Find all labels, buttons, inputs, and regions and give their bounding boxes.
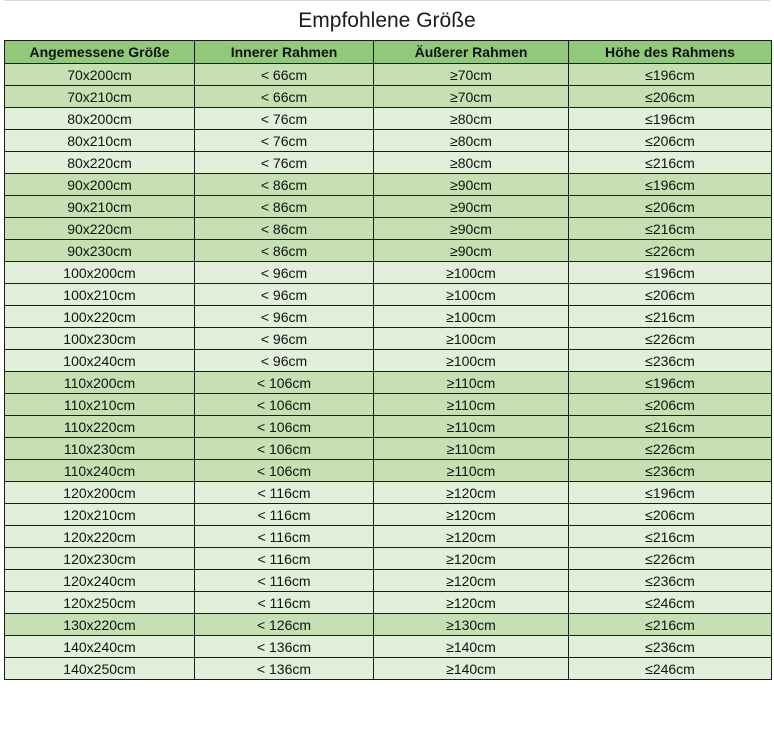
- cell-inner-frame: < 96cm: [195, 284, 374, 306]
- cell-frame-height: ≤236cm: [569, 570, 772, 592]
- header-inner-frame: Innerer Rahmen: [195, 41, 374, 64]
- cell-outer-frame: ≥100cm: [374, 306, 569, 328]
- cell-outer-frame: ≥120cm: [374, 526, 569, 548]
- cell-appropriate-size: 120x220cm: [5, 526, 195, 548]
- cell-appropriate-size: 100x220cm: [5, 306, 195, 328]
- header-frame-height: Höhe des Rahmens: [569, 41, 772, 64]
- cell-inner-frame: < 136cm: [195, 636, 374, 658]
- cell-inner-frame: < 116cm: [195, 548, 374, 570]
- table-row: [5, 196, 772, 218]
- cell-outer-frame: ≥100cm: [374, 328, 569, 350]
- header-outer-frame: Äußerer Rahmen: [374, 41, 569, 64]
- table-row: [5, 64, 772, 86]
- cell-outer-frame: ≥100cm: [374, 284, 569, 306]
- table-row: [5, 218, 772, 240]
- cell-appropriate-size: 90x200cm: [5, 174, 195, 196]
- cell-inner-frame: < 106cm: [195, 394, 374, 416]
- cell-appropriate-size: 110x220cm: [5, 416, 195, 438]
- cell-outer-frame: ≥100cm: [374, 262, 569, 284]
- cell-inner-frame: < 106cm: [195, 438, 374, 460]
- table-row: [5, 658, 772, 680]
- cell-inner-frame: < 106cm: [195, 416, 374, 438]
- cell-frame-height: ≤216cm: [569, 416, 772, 438]
- table-row: [5, 130, 772, 152]
- cell-frame-height: ≤226cm: [569, 240, 772, 262]
- table-row: [5, 636, 772, 658]
- cell-outer-frame: ≥140cm: [374, 658, 569, 680]
- table-row: [5, 460, 772, 482]
- cell-inner-frame: < 96cm: [195, 350, 374, 372]
- cell-outer-frame: ≥70cm: [374, 86, 569, 108]
- cell-appropriate-size: 110x230cm: [5, 438, 195, 460]
- cell-inner-frame: < 66cm: [195, 64, 374, 86]
- cell-inner-frame: < 106cm: [195, 372, 374, 394]
- cell-outer-frame: ≥120cm: [374, 592, 569, 614]
- cell-outer-frame: ≥110cm: [374, 460, 569, 482]
- cell-appropriate-size: 80x220cm: [5, 152, 195, 174]
- cell-inner-frame: < 76cm: [195, 108, 374, 130]
- table-row: [5, 328, 772, 350]
- cell-appropriate-size: 130x220cm: [5, 614, 195, 636]
- table-header: [5, 41, 772, 64]
- cell-frame-height: ≤206cm: [569, 394, 772, 416]
- cell-frame-height: ≤226cm: [569, 328, 772, 350]
- cell-frame-height: ≤216cm: [569, 306, 772, 328]
- cell-outer-frame: ≥70cm: [374, 64, 569, 86]
- cell-outer-frame: ≥130cm: [374, 614, 569, 636]
- cell-inner-frame: < 116cm: [195, 526, 374, 548]
- cell-frame-height: ≤226cm: [569, 548, 772, 570]
- cell-inner-frame: < 86cm: [195, 196, 374, 218]
- cell-inner-frame: < 96cm: [195, 306, 374, 328]
- cell-outer-frame: ≥80cm: [374, 108, 569, 130]
- cell-frame-height: ≤196cm: [569, 372, 772, 394]
- cell-appropriate-size: 80x200cm: [5, 108, 195, 130]
- table-row: [5, 394, 772, 416]
- table-row: [5, 152, 772, 174]
- table-row: [5, 86, 772, 108]
- table-row: [5, 416, 772, 438]
- table-row: [5, 614, 772, 636]
- cell-frame-height: ≤216cm: [569, 526, 772, 548]
- cell-frame-height: ≤196cm: [569, 108, 772, 130]
- cell-inner-frame: < 96cm: [195, 262, 374, 284]
- cell-appropriate-size: 140x250cm: [5, 658, 195, 680]
- cell-frame-height: ≤226cm: [569, 438, 772, 460]
- cell-frame-height: ≤196cm: [569, 174, 772, 196]
- cell-inner-frame: < 76cm: [195, 130, 374, 152]
- cell-outer-frame: ≥110cm: [374, 438, 569, 460]
- cell-appropriate-size: 120x240cm: [5, 570, 195, 592]
- cell-outer-frame: ≥90cm: [374, 174, 569, 196]
- cell-inner-frame: < 66cm: [195, 86, 374, 108]
- table-row: [5, 108, 772, 130]
- table-body: [5, 64, 772, 680]
- cell-inner-frame: < 116cm: [195, 482, 374, 504]
- cell-outer-frame: ≥120cm: [374, 548, 569, 570]
- cell-frame-height: ≤216cm: [569, 152, 772, 174]
- cell-frame-height: ≤206cm: [569, 504, 772, 526]
- cell-outer-frame: ≥90cm: [374, 218, 569, 240]
- cell-appropriate-size: 110x210cm: [5, 394, 195, 416]
- cell-appropriate-size: 90x220cm: [5, 218, 195, 240]
- cell-outer-frame: ≥100cm: [374, 350, 569, 372]
- cell-outer-frame: ≥120cm: [374, 504, 569, 526]
- cell-inner-frame: < 106cm: [195, 460, 374, 482]
- cell-outer-frame: ≥120cm: [374, 482, 569, 504]
- cell-appropriate-size: 70x200cm: [5, 64, 195, 86]
- table-row: [5, 548, 772, 570]
- cell-appropriate-size: 120x200cm: [5, 482, 195, 504]
- cell-outer-frame: ≥110cm: [374, 372, 569, 394]
- table-row: [5, 570, 772, 592]
- table-row: [5, 592, 772, 614]
- table-row: [5, 438, 772, 460]
- size-table: [4, 40, 772, 680]
- cell-outer-frame: ≥110cm: [374, 416, 569, 438]
- cell-outer-frame: ≥140cm: [374, 636, 569, 658]
- table-row: [5, 372, 772, 394]
- table-row: [5, 306, 772, 328]
- cell-frame-height: ≤196cm: [569, 64, 772, 86]
- cell-inner-frame: < 116cm: [195, 570, 374, 592]
- cell-inner-frame: < 86cm: [195, 174, 374, 196]
- cell-frame-height: ≤196cm: [569, 482, 772, 504]
- table-row: [5, 482, 772, 504]
- table-row: [5, 526, 772, 548]
- cell-appropriate-size: 110x240cm: [5, 460, 195, 482]
- table-row: [5, 262, 772, 284]
- cell-inner-frame: < 86cm: [195, 218, 374, 240]
- cell-outer-frame: ≥90cm: [374, 196, 569, 218]
- cell-frame-height: ≤196cm: [569, 262, 772, 284]
- cell-frame-height: ≤246cm: [569, 658, 772, 680]
- cell-appropriate-size: 120x210cm: [5, 504, 195, 526]
- cell-appropriate-size: 80x210cm: [5, 130, 195, 152]
- cell-appropriate-size: 100x240cm: [5, 350, 195, 372]
- cell-appropriate-size: 70x210cm: [5, 86, 195, 108]
- cell-inner-frame: < 76cm: [195, 152, 374, 174]
- table-row: [5, 350, 772, 372]
- cell-outer-frame: ≥90cm: [374, 240, 569, 262]
- header-row: [5, 41, 772, 64]
- cell-frame-height: ≤206cm: [569, 284, 772, 306]
- cell-frame-height: ≤236cm: [569, 636, 772, 658]
- table-row: [5, 174, 772, 196]
- cell-appropriate-size: 90x230cm: [5, 240, 195, 262]
- cell-frame-height: ≤236cm: [569, 460, 772, 482]
- table-row: [5, 284, 772, 306]
- cell-appropriate-size: 120x250cm: [5, 592, 195, 614]
- cell-inner-frame: < 116cm: [195, 504, 374, 526]
- cell-appropriate-size: 110x200cm: [5, 372, 195, 394]
- cell-frame-height: ≤206cm: [569, 196, 772, 218]
- cell-frame-height: ≤216cm: [569, 614, 772, 636]
- cell-frame-height: ≤236cm: [569, 350, 772, 372]
- cell-appropriate-size: 100x200cm: [5, 262, 195, 284]
- table-title: Empfohlene Größe: [4, 0, 770, 41]
- header-appropriate-size: Angemessene Größe: [5, 41, 195, 64]
- cell-appropriate-size: 100x210cm: [5, 284, 195, 306]
- cell-frame-height: ≤246cm: [569, 592, 772, 614]
- cell-appropriate-size: 120x230cm: [5, 548, 195, 570]
- cell-inner-frame: < 116cm: [195, 592, 374, 614]
- cell-frame-height: ≤206cm: [569, 86, 772, 108]
- cell-inner-frame: < 86cm: [195, 240, 374, 262]
- cell-outer-frame: ≥120cm: [374, 570, 569, 592]
- table-row: [5, 504, 772, 526]
- cell-inner-frame: < 136cm: [195, 658, 374, 680]
- cell-appropriate-size: 140x240cm: [5, 636, 195, 658]
- cell-outer-frame: ≥110cm: [374, 394, 569, 416]
- cell-inner-frame: < 126cm: [195, 614, 374, 636]
- cell-frame-height: ≤206cm: [569, 130, 772, 152]
- cell-appropriate-size: 90x210cm: [5, 196, 195, 218]
- table-row: [5, 240, 772, 262]
- cell-appropriate-size: 100x230cm: [5, 328, 195, 350]
- cell-outer-frame: ≥80cm: [374, 130, 569, 152]
- cell-outer-frame: ≥80cm: [374, 152, 569, 174]
- cell-frame-height: ≤216cm: [569, 218, 772, 240]
- cell-inner-frame: < 96cm: [195, 328, 374, 350]
